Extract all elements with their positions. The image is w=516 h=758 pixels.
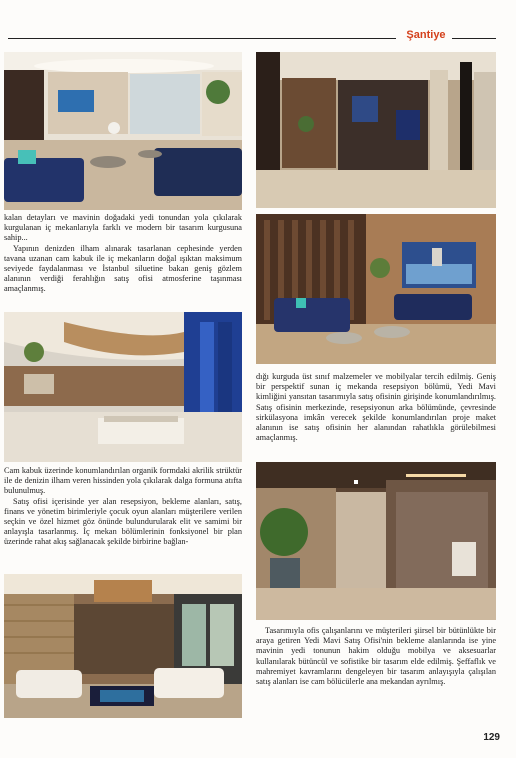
photo-lounge-blue-sofas xyxy=(4,52,242,210)
photo-lounge-cityscape-art xyxy=(256,214,496,364)
paragraph: Tasarımıyla ofis çalışanlarını ve müşterileri şiirsel bir bütünlükte bir araya getiren Yedi Mavi Satış Ofisi'nin bekleme alanlarında ise yine mavinin yedi tonunun hakim olduğu mobilya ve aksesuarlar kullanılarak bütüncül ve sofistike bir tasarım elde edilmiş. Şeffaflık ve mahremiyet kavramlarını dengeleyen bir tasarım anlayışıyla çalışılan satış alanları ise cam bölücülerle ana mekandan ayrılmış. xyxy=(256,626,496,687)
paragraph: Yapının denizden ilham alınarak tasarlanan cephesinde yerden tavana uzanan cam kabuk ile iç mekanların doğal ışıktan maksimum seviyede faydalanması ve İstanbul siluetine bakan geniş gözlem alanının verdiği ferahlığın satış ofisi atmosferine taşınması amaçlanmış. xyxy=(4,243,242,294)
paragraph: Satış ofisi içerisinde yer alan resepsiyon, bekleme alanları, satış, finans ve yönetim birimleriyle çocuk oyun alanları müşterilere verilen seçkin ve özel hizmet göz önünde bulundurularak elit ve samimi bir anlayışla tasarlanmış. İç mekan bölümlerinin fonksiyonel bir plan üzerinde rahat akış sağlanacak şekilde birbirine bağlan- xyxy=(4,496,242,547)
paragraph: kalan detayları ve mavinin doğadaki yedi tonundan yola çıkılarak kurgulanan iç mekanlarıyla farklı ve modern bir tasarım kurgusuna sahip... xyxy=(4,213,242,243)
photo-reception-blue-glass xyxy=(4,312,242,462)
header-rule-right xyxy=(452,38,496,39)
article-text-left-middle xyxy=(4,466,242,548)
page-number: 129 xyxy=(483,732,500,743)
photo-office-corridor xyxy=(256,462,496,620)
article-text-left-top xyxy=(4,213,242,295)
paragraph: Cam kabuk üzerinde konumlandırılan organik formdaki akrilik strüktür ile de denizin ilham veren hissinden yola çıkılarak dalga formuna atıfta bulunulmuş. xyxy=(4,466,242,496)
article-text-right-bottom xyxy=(256,626,496,687)
photo-waiting-lounge-white-sofas xyxy=(4,574,242,718)
article-text-right-middle xyxy=(256,372,496,443)
section-title: Şantiye xyxy=(406,29,446,41)
paragraph: dığı kurguda üst sınıf malzemeler ve mobilyalar tercih edilmiş. Geniş bir perspektif sunan iç mekanda resepsiyon bölümü, Yedi Mavi kimliğini yansıtan tasarımıyla satış ofisinin girişinde konumlandırılmış. Satış ofisinin merkezinde, resepsiyonun arka bölümünde, çevresinde sirkülasyona imkân verecek şekilde konumlandırılan proje maket alanının ise satış ofisinin her alanından rahatlıkla görülebilmesi amaçlanmış. xyxy=(256,372,496,443)
photo-glass-corridor xyxy=(256,52,496,208)
header-rule-left xyxy=(8,38,396,39)
